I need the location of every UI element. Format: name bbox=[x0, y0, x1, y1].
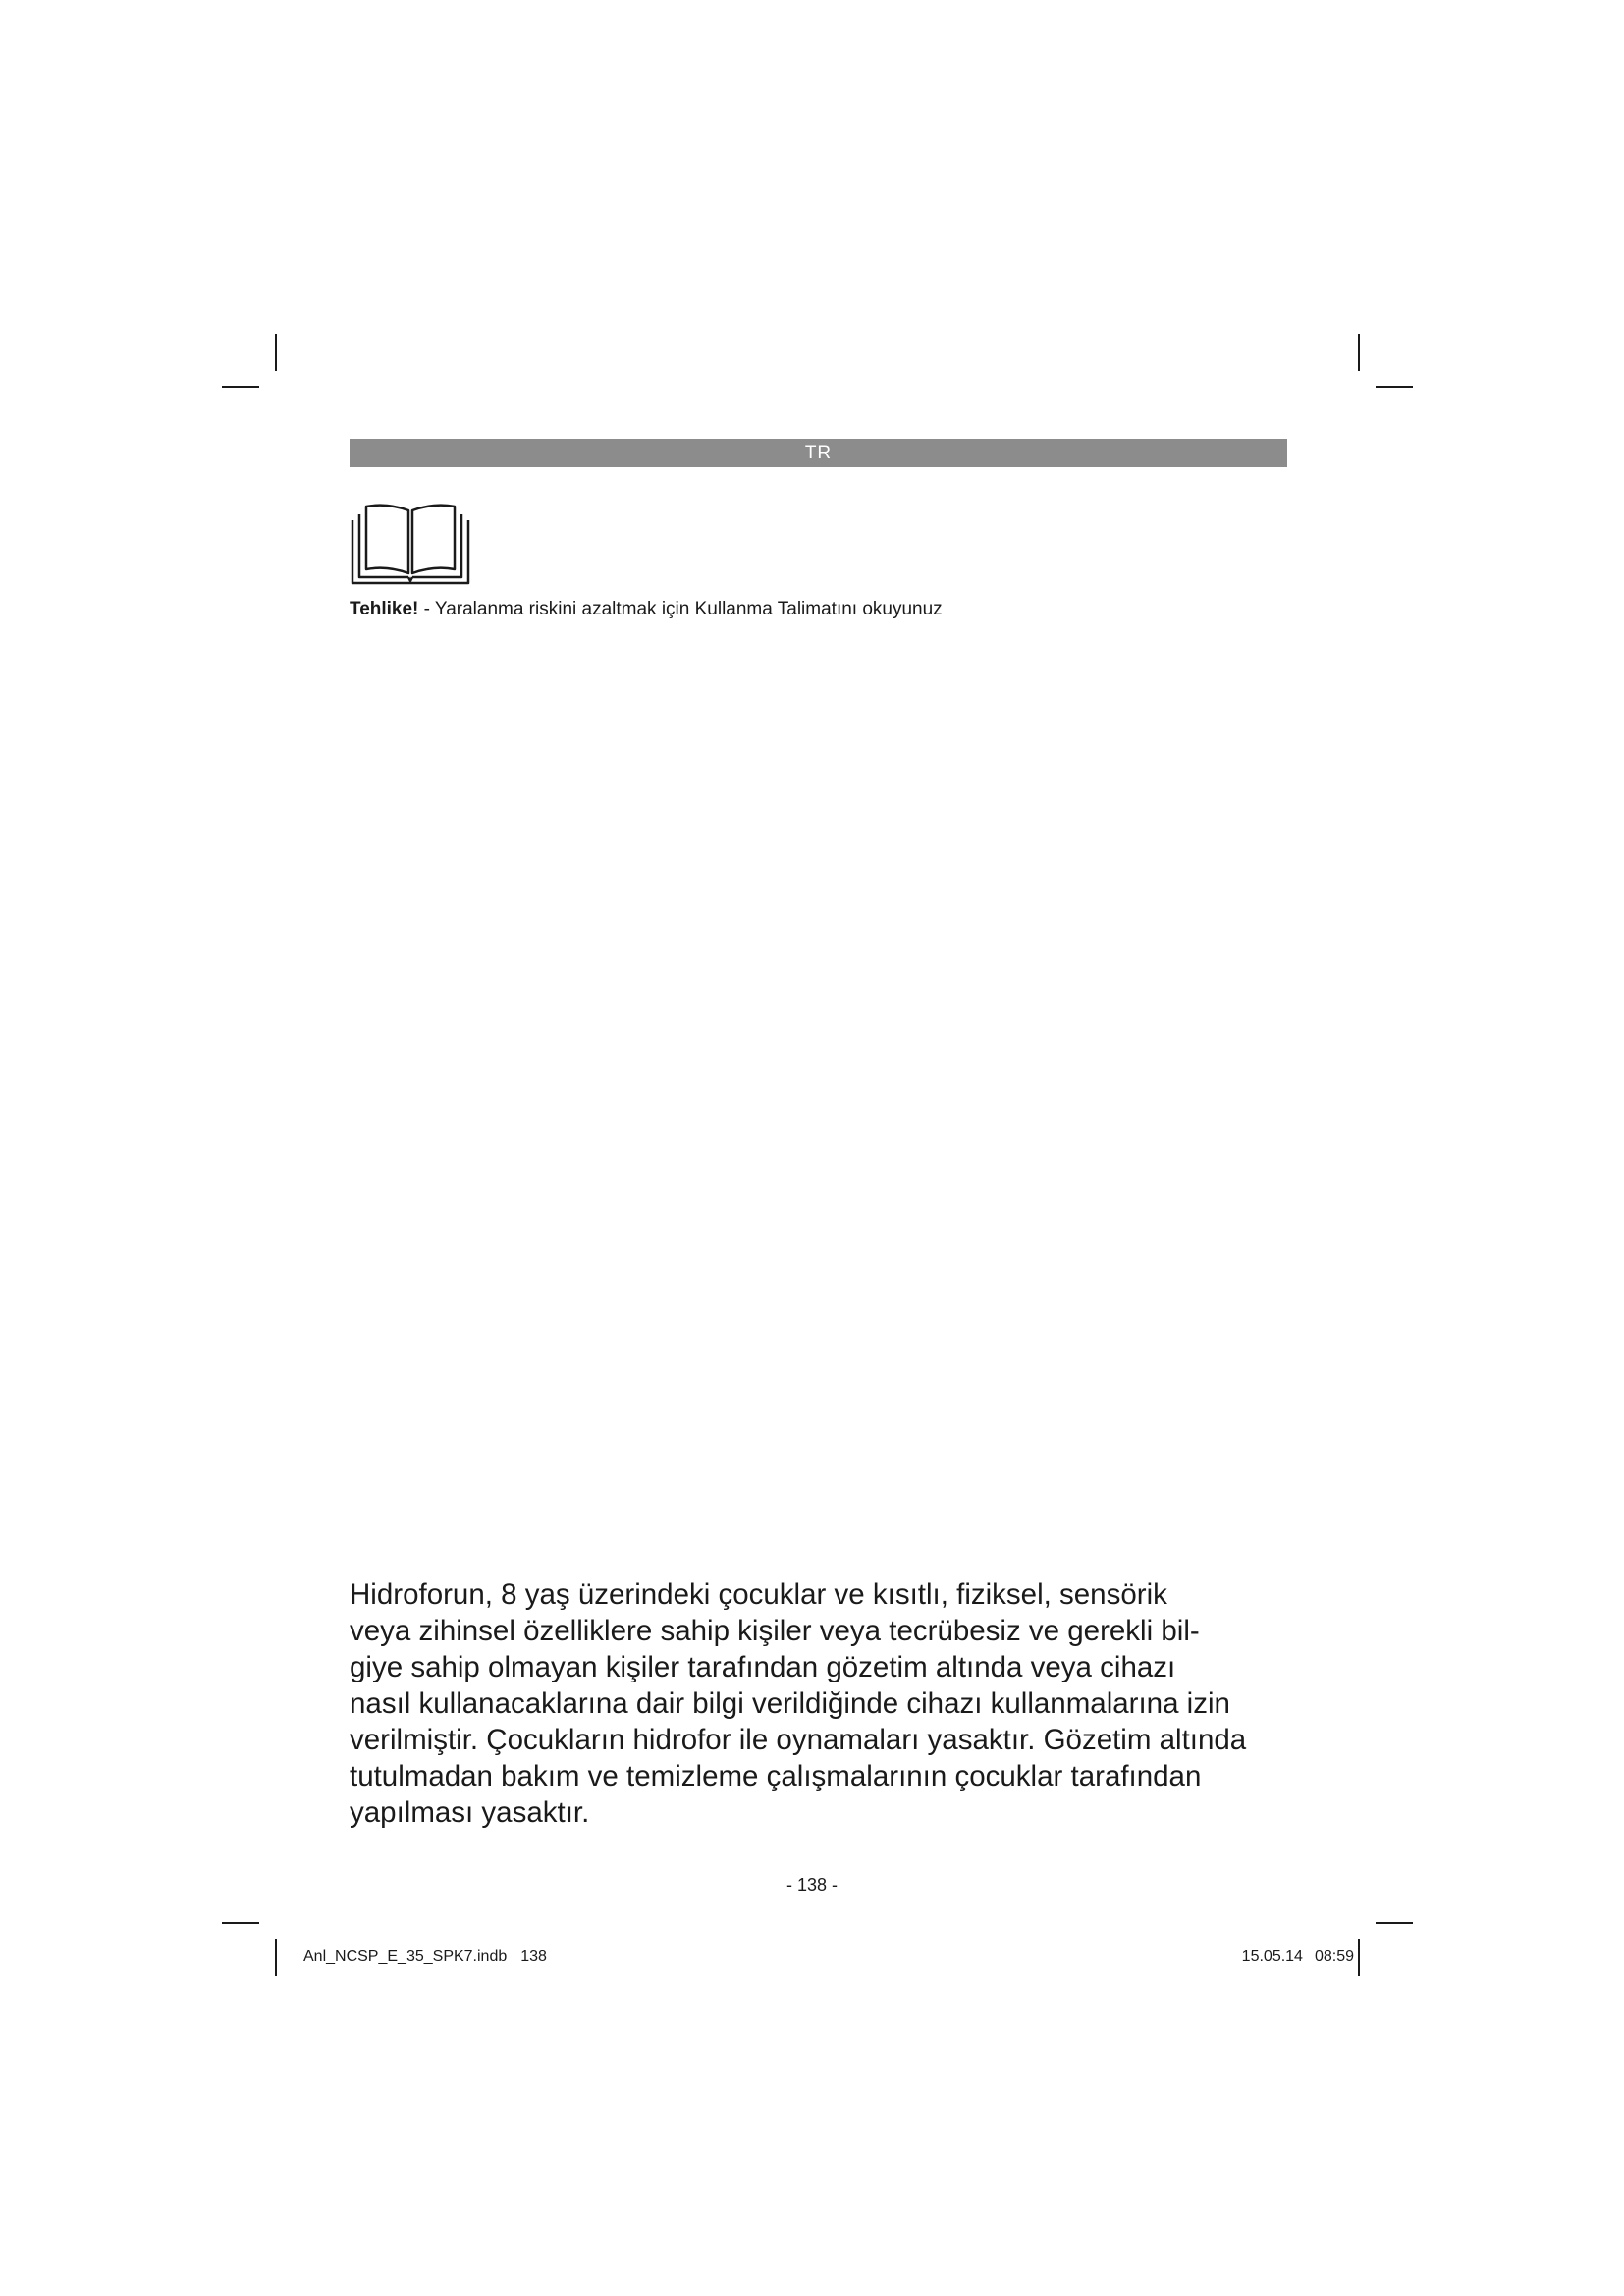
footer-timestamp bbox=[1242, 1947, 1354, 1968]
paragraph-line: giye sahip olmayan kişiler tarafından gözetim altında veya cihazı bbox=[350, 1651, 1176, 1683]
language-header-bar bbox=[350, 439, 1287, 467]
paragraph-line: nasıl kullanacaklarına dair bilgi verildiğinde cihazı kullanmalarına izin bbox=[350, 1687, 1230, 1720]
warning-text: - Yaralanma riskini azaltmak için Kullanma Talimatını okuyunuz bbox=[418, 599, 943, 619]
safety-paragraph bbox=[350, 1576, 1292, 1831]
crop-mark-top-right-horizontal bbox=[1376, 386, 1413, 388]
crop-mark-top-left-vertical bbox=[275, 334, 277, 371]
paragraph-line: Hidroforun, 8 yaş üzerindeki çocuklar ve kısıtlı, fiziksel, sensörik bbox=[350, 1578, 1167, 1611]
paragraph-line: tutulmadan bakım ve temizleme çalışmalarının çocuklar tarafından bbox=[350, 1760, 1202, 1792]
crop-mark-top-left-horizontal bbox=[222, 386, 259, 388]
crop-mark-top-right-vertical bbox=[1358, 334, 1360, 371]
crop-mark-bottom-right-horizontal bbox=[1376, 1922, 1413, 1924]
language-code: TR bbox=[804, 443, 833, 463]
paragraph-line: yapılması yasaktır. bbox=[350, 1796, 590, 1829]
crop-mark-bottom-right-vertical bbox=[1358, 1939, 1360, 1976]
footer-date: 15.05.14 bbox=[1241, 1949, 1303, 1965]
warning-label: Tehlike! bbox=[350, 599, 419, 619]
crop-mark-bottom-left-horizontal bbox=[222, 1922, 259, 1924]
footer-time: 08:59 bbox=[1314, 1949, 1354, 1965]
open-book-icon bbox=[350, 501, 471, 587]
crop-mark-bottom-left-vertical bbox=[275, 1939, 277, 1976]
paragraph-line: veya zihinsel özelliklere sahip kişiler veya tecrübesiz ve gerekli bil- bbox=[350, 1615, 1200, 1647]
paragraph-line: verilmiştir. Çocukların hidrofor ile oynamaları yasaktır. Gözetim altında bbox=[350, 1724, 1247, 1756]
footer-file-page: 138 bbox=[520, 1949, 547, 1965]
footer-file-name: Anl_NCSP_E_35_SPK7.indb bbox=[303, 1949, 508, 1965]
warning-notice bbox=[350, 597, 943, 622]
page-number: - 138 - bbox=[785, 1875, 839, 1895]
footer-file-info bbox=[303, 1947, 547, 1968]
